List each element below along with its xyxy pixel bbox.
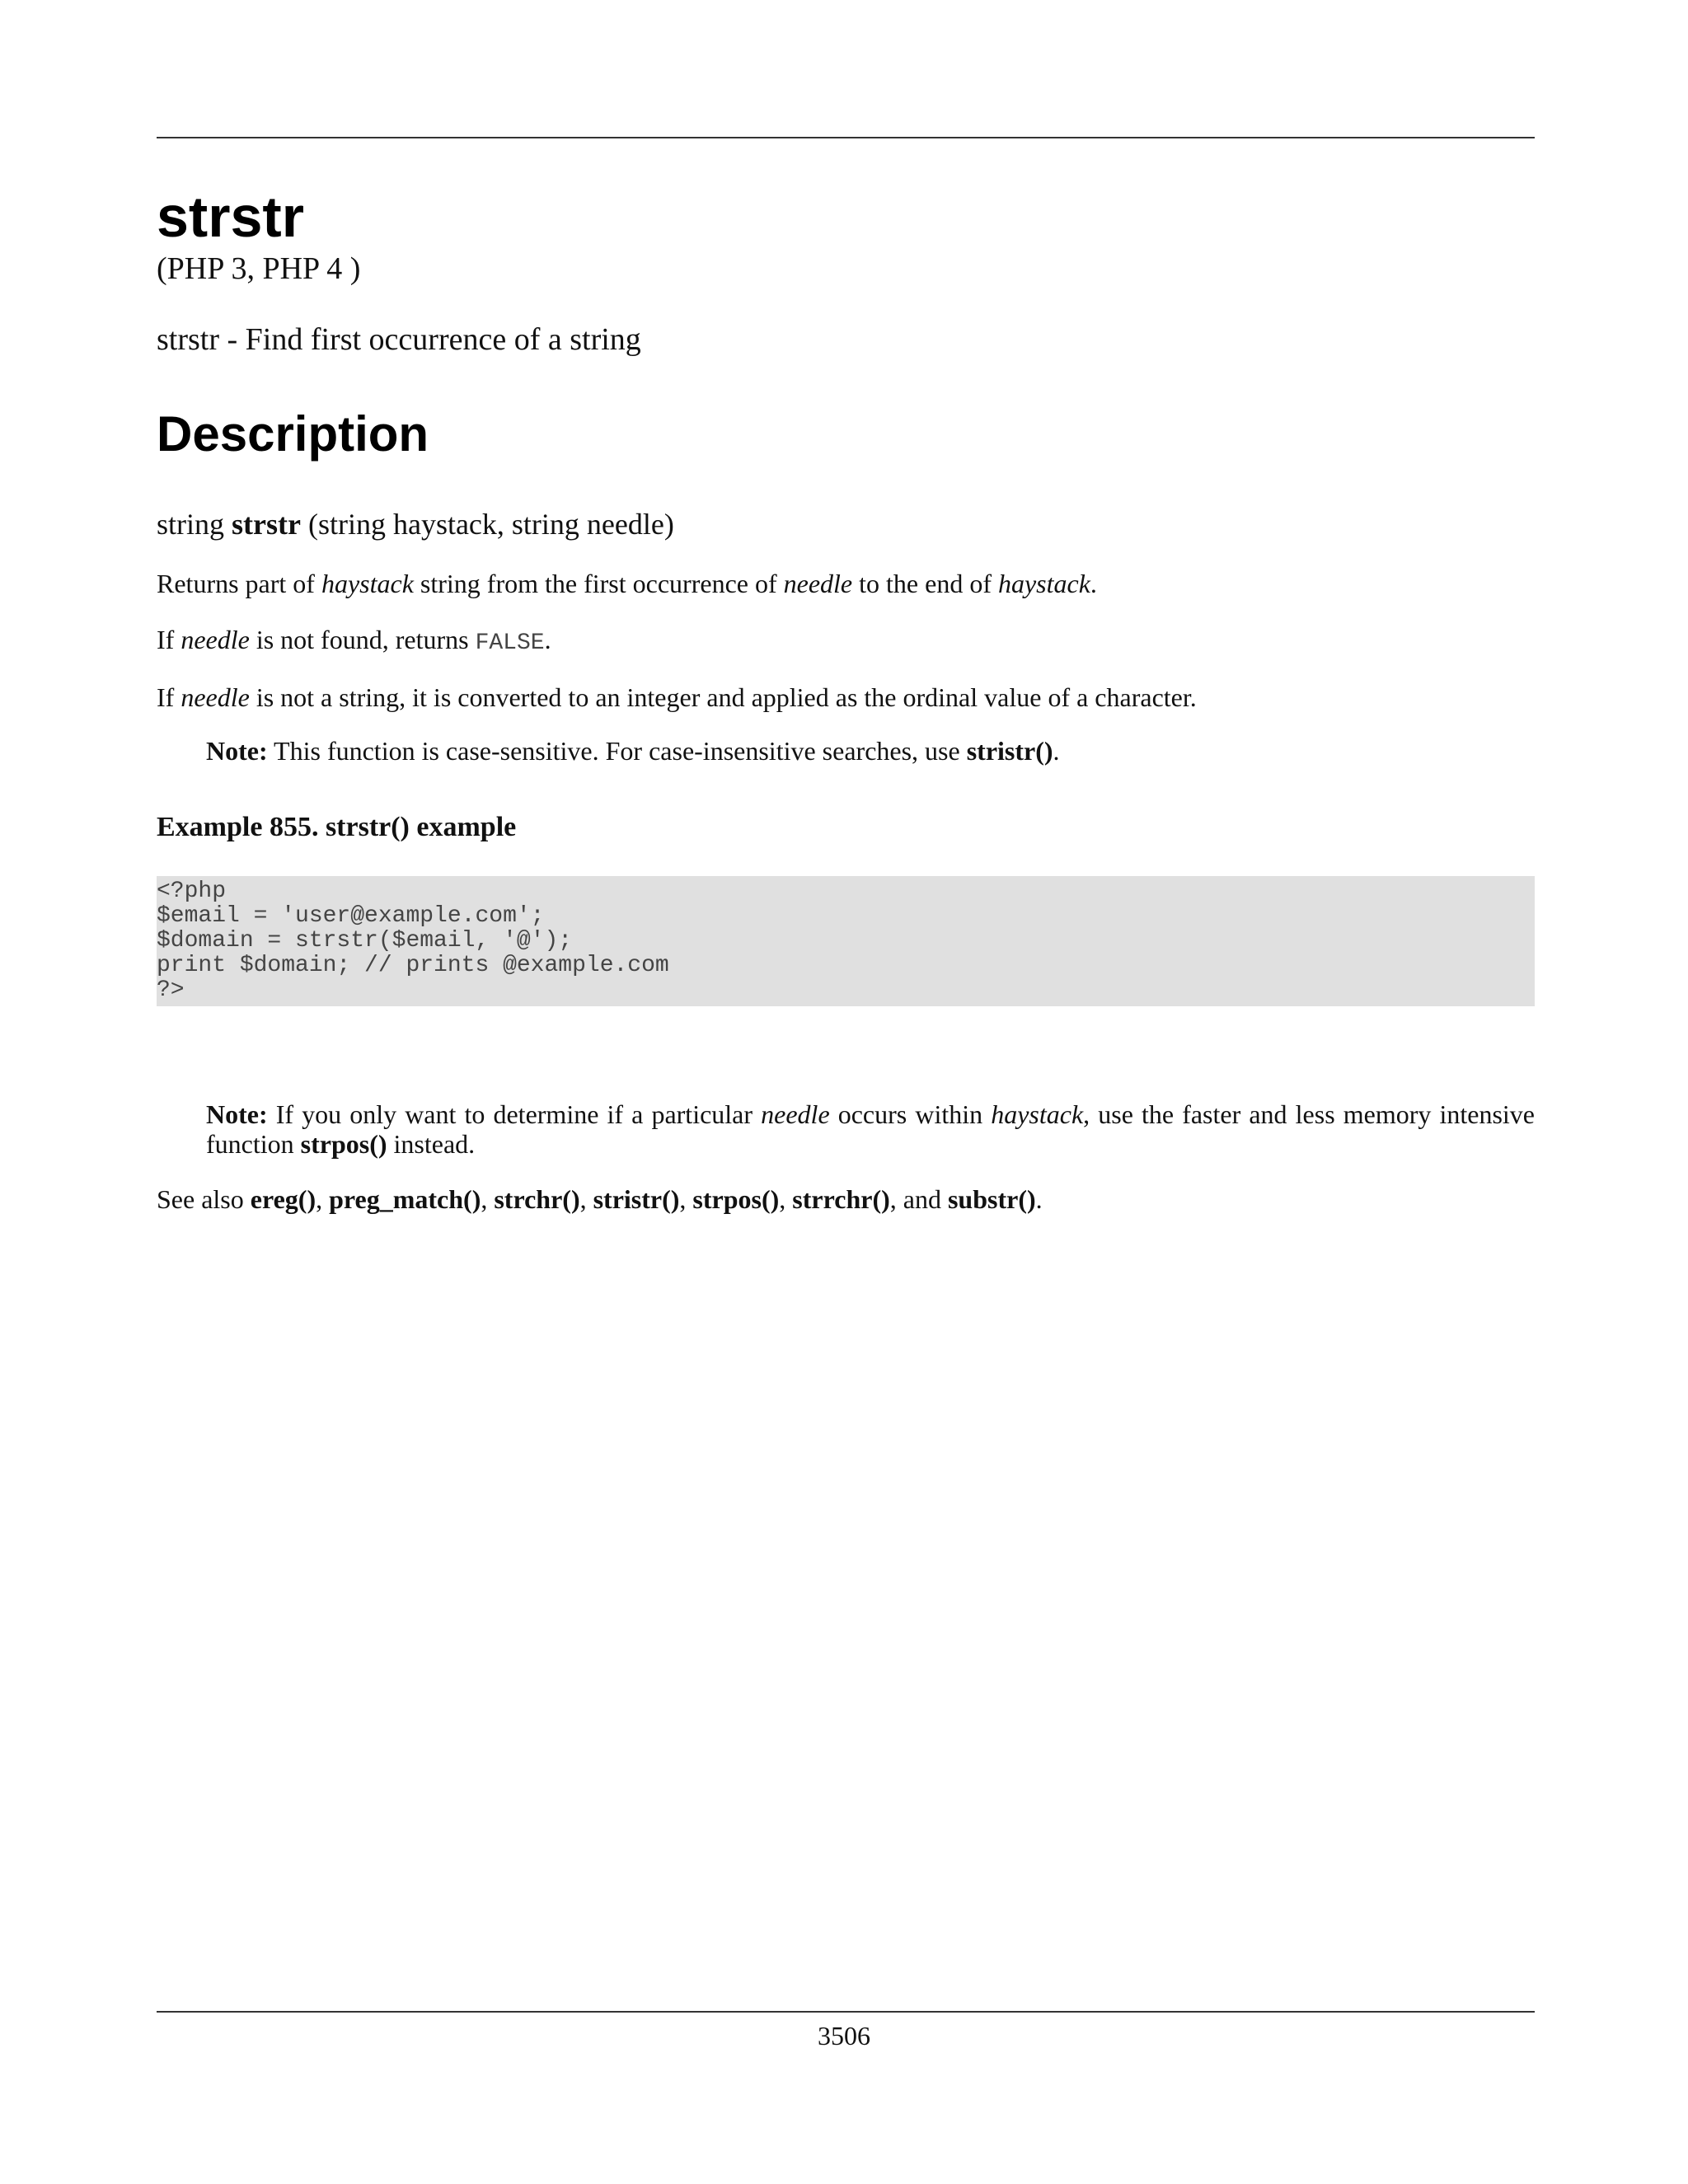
code-line: $domain = strstr($email, '@');	[157, 928, 573, 954]
text: .	[1053, 736, 1060, 766]
note-label: Note:	[206, 1099, 268, 1129]
text: occurs within	[829, 1099, 992, 1129]
note-strpos	[206, 1100, 1535, 1160]
link-stristr[interactable]: stristr()	[966, 736, 1053, 766]
separator: ,	[316, 1183, 330, 1214]
text: If you only want to determine if a particular	[267, 1099, 762, 1129]
code-example	[157, 876, 1535, 1006]
example-title: Example 855. strstr() example	[157, 812, 517, 843]
note-label: Note:	[206, 736, 268, 766]
text: is not found, returns	[249, 625, 476, 655]
synopsis-params: (string haystack, string needle)	[307, 508, 674, 541]
code-line: print $domain; // prints @example.com	[157, 953, 669, 978]
link-strchr[interactable]: strchr()	[494, 1183, 580, 1214]
param-needle: needle	[181, 682, 250, 713]
page-content	[157, 185, 1536, 1216]
note-case-sensitive	[206, 737, 1535, 766]
header-rule	[157, 137, 1535, 138]
synopsis-function-name: strstr	[232, 508, 301, 541]
param-haystack: haystack	[991, 1099, 1084, 1129]
link-ereg[interactable]: ereg()	[250, 1183, 316, 1214]
code-line: ?>	[157, 977, 185, 1003]
separator: ,	[779, 1183, 793, 1214]
param-needle: needle	[783, 569, 853, 599]
link-preg-match[interactable]: preg_match()	[329, 1183, 481, 1214]
page-number: 3506	[818, 2021, 870, 2050]
text: instead.	[387, 1128, 476, 1159]
link-strrchr[interactable]: strrchr()	[792, 1183, 890, 1214]
function-title: strstr	[157, 185, 304, 249]
text: is not a string, it is converted to an integer and applied as the ordinal value of a character.	[249, 682, 1197, 713]
footer-rule	[157, 2011, 1535, 2013]
text: Returns part of	[157, 569, 321, 599]
link-strpos[interactable]: strpos()	[692, 1183, 780, 1214]
separator: ,	[481, 1183, 495, 1214]
text: to the end of	[852, 569, 998, 599]
php-versions: (PHP 3, PHP 4 )	[157, 251, 361, 286]
text: .	[1090, 569, 1097, 599]
ref-purpose: strstr - Find first occurrence of a string	[157, 321, 641, 357]
param-needle: needle	[761, 1099, 830, 1129]
function-synopsis	[157, 507, 1535, 542]
text: .	[544, 625, 551, 655]
link-substr[interactable]: substr()	[947, 1183, 1036, 1214]
text: , use the faster and less memory intensive function	[206, 1099, 1536, 1159]
separator: , and	[889, 1183, 948, 1214]
link-strpos[interactable]: strpos()	[300, 1128, 387, 1159]
param-haystack: haystack	[321, 569, 414, 599]
param-needle: needle	[181, 625, 250, 655]
text: If	[157, 625, 181, 655]
description-heading: Description	[157, 406, 429, 462]
synopsis-return-type: string	[157, 508, 225, 541]
param-haystack: haystack	[997, 569, 1090, 599]
see-also-prefix: See also	[157, 1183, 251, 1214]
text: This function is case-sensitive. For case-insensitive searches, use	[267, 736, 967, 766]
link-stristr[interactable]: stristr()	[593, 1183, 680, 1214]
code-line: <?php	[157, 879, 227, 904]
description-paragraph-2	[157, 623, 1535, 658]
text: If	[157, 682, 181, 713]
separator: ,	[579, 1183, 593, 1214]
see-also	[157, 1183, 1535, 1216]
text: string from the first occurrence of	[413, 569, 784, 599]
description-paragraph-3	[157, 681, 1535, 714]
constant-false: FALSE	[475, 630, 545, 657]
text: .	[1035, 1183, 1043, 1214]
description-paragraph-1	[157, 567, 1535, 600]
separator: ,	[679, 1183, 693, 1214]
code-line: $email = 'user@example.com';	[157, 903, 545, 929]
